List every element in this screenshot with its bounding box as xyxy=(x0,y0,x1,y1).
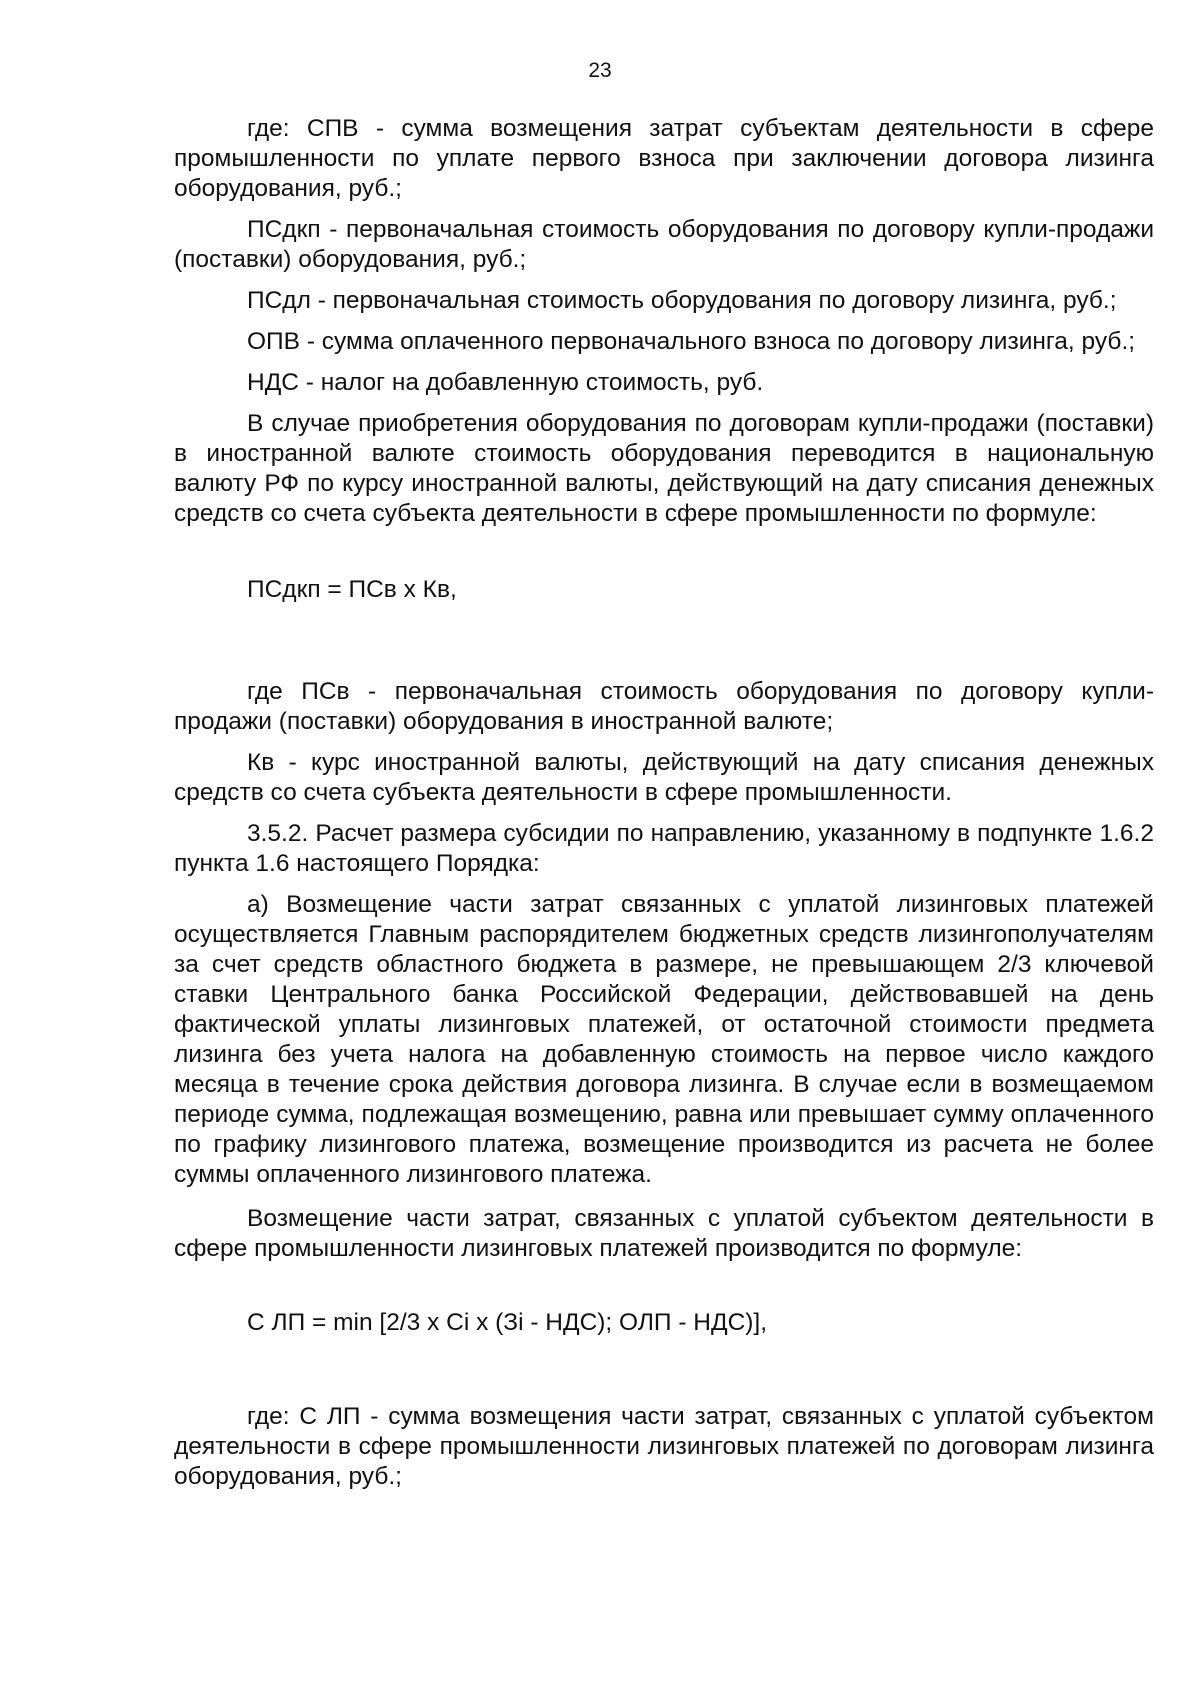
paragraph-psv-definition: где ПСв - первоначальная стоимость оборудования по договору купли-продажи (поставки) оборудования в иностранной валюте; xyxy=(174,678,1154,735)
paragraph-formula-intro: Возмещение части затрат, связанных с уплатой субъектом деятельности в сфере промышленности лизинговых платежей производится по формуле: xyxy=(174,1205,1154,1262)
paragraph-kv-definition: Кв - курс иностранной валюты, действующий на дату списания денежных средств со счета субъекта деятельности в сфере промышленности. xyxy=(174,749,1154,806)
paragraph-section-3-5-2: 3.5.2. Расчет размера субсидии по направлению, указанному в подпункте 1.6.2 пункта 1.6 настоящего Порядка: xyxy=(174,820,1154,877)
paragraph-foreign-currency: В случае приобретения оборудования по договорам купли-продажи (поставки) в иностранной валюте стоимость оборудования переводится в национальную валюту РФ по курсу иностранной валюты, действующий на дату списания денежных средств со счета субъекта деятельности в сфере промышленности по формуле: xyxy=(174,410,1154,527)
paragraph-nds-definition: НДС - налог на добавленную стоимость, руб. xyxy=(247,369,764,396)
paragraph-psdkp-definition: ПСдкп - первоначальная стоимость оборудования по договору купли-продажи (поставки) оборудования, руб.; xyxy=(174,216,1154,273)
paragraph-leasing-compensation: а) Возмещение части затрат связанных с уплатой лизинговых платежей осуществляется Главным распорядителем бюджетных средств лизингополучателям за счет средств областного бюджета в размере, не превышающем 2/3 ключевой ставки Центрального банка Российской Федерации, действовавшей на день фактической уплаты лизинговых платежей, от остаточной стоимости предмета лизинга без учета налога на добавленную стоимость на первое число каждого месяца в течение срока действия договора лизинга. В случае если в возмещаемом периоде сумма, подлежащая возмещению, равна или превышает сумму оплаченного по графику лизингового платежа, возмещение производится из расчета не более суммы оплаченного лизингового платежа. xyxy=(174,891,1154,1188)
paragraph-psdl-definition: ПСдл - первоначальная стоимость оборудования по договору лизинга, руб.; xyxy=(247,287,1117,314)
paragraph-spv-definition: где: СПВ - сумма возмещения затрат субъектам деятельности в сфере промышленности по уплате первого взноса при заключении договора лизинга оборудования, руб.; xyxy=(174,115,1154,202)
paragraph-opv-definition: ОПВ - сумма оплаченного первоначального взноса по договору лизинга, руб.; xyxy=(247,328,1136,355)
formula-psdkp: ПСдкп = ПСв х Кв, xyxy=(247,576,457,603)
formula-s-lp: С ЛП = min [2/3 х Сi х (Зi - НДС); ОЛП - НДС)], xyxy=(247,1309,768,1336)
paragraph-s-lp-definition: где: С ЛП - сумма возмещения части затрат, связанных с уплатой субъектом деятельности в сфере промышленности лизинговых платежей по договорам лизинга оборудования, руб.; xyxy=(174,1403,1154,1490)
document-body xyxy=(174,114,1154,1503)
page-number: 23 xyxy=(588,59,612,82)
